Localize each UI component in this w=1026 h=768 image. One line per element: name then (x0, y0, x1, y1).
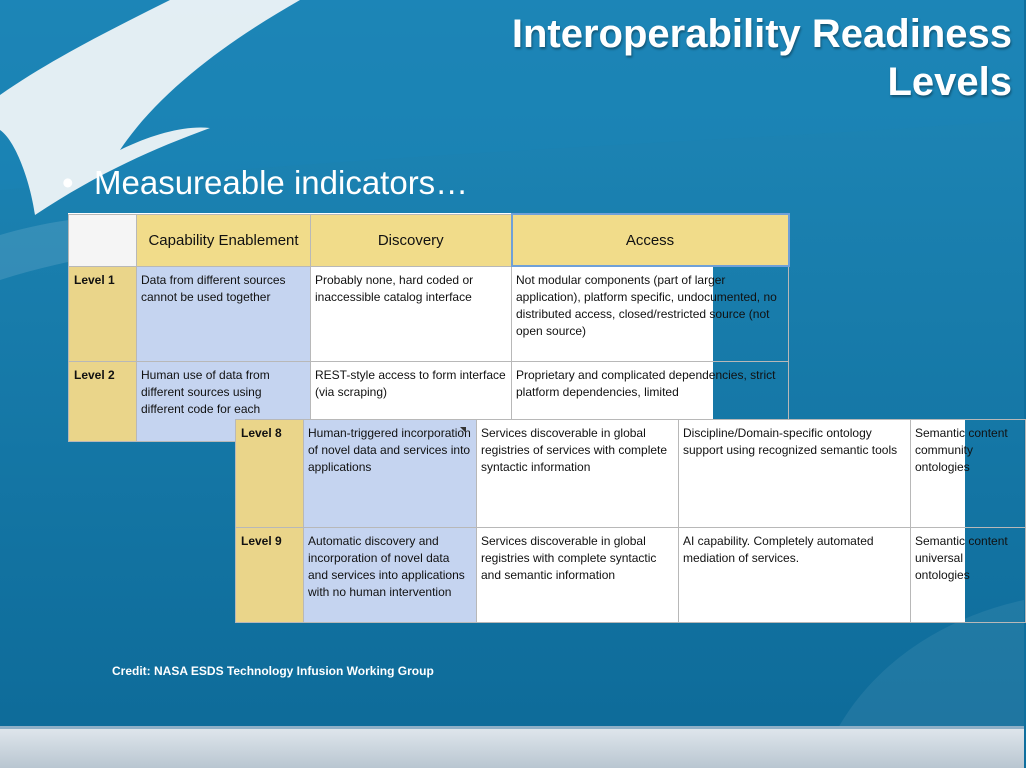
header-capability: Capability Enablement (137, 214, 311, 266)
discovery-cell: REST-style access to form interface (via scraping) (311, 361, 512, 441)
bullet-dot-icon: • (62, 164, 74, 201)
table-bottom (235, 419, 1026, 623)
capability-cell: Data from different sources cannot be used together (137, 266, 311, 361)
extra-cell: Semantic content community ontologies (911, 420, 1026, 528)
corner-cell (69, 214, 137, 266)
comment-marker-icon (460, 427, 466, 433)
table-top (68, 213, 790, 442)
access-cell: Not modular components (part of larger application), platform specific, undocumented, no distributed access, closed/restricted source (not open source) (512, 266, 789, 361)
title-line-1: Interoperability Readiness (511, 12, 1012, 56)
table-row (236, 528, 1026, 623)
slide-title (312, 10, 1012, 106)
level-label: Level 2 (69, 361, 137, 441)
table-row (69, 266, 789, 361)
capability-cell: Human use of data from different sources using different code for each (137, 361, 311, 441)
bullet-text: Measureable indicators… (94, 164, 469, 201)
header-access: Access (512, 214, 789, 266)
table-row (236, 420, 1026, 528)
credit-text: Credit: NASA ESDS Technology Infusion Working Group (112, 664, 434, 678)
discovery-cell: Probably none, hard coded or inaccessible catalog interface (311, 266, 512, 361)
extra-cell: Semantic content universal ontologies (911, 528, 1026, 623)
level-label: Level 9 (236, 528, 304, 623)
bullet-item (62, 163, 468, 203)
capability-cell: Human-triggered incorporation of novel data and services into applications (304, 420, 477, 528)
semantics-cell: AI capability. Completely automated mediation of services. (679, 528, 911, 623)
discovery-cell: Services discoverable in global registries with complete syntactic and semantic information (477, 528, 679, 623)
access-cell: Proprietary and complicated dependencies, strict platform dependencies, limited (512, 361, 789, 441)
readiness-table-top (68, 213, 777, 419)
level-label: Level 1 (69, 266, 137, 361)
title-line-2: Levels (887, 60, 1012, 104)
semantics-cell: Discipline/Domain-specific ontology support using recognized semantic tools (679, 420, 911, 528)
header-discovery: Discovery (311, 214, 512, 266)
readiness-table-bottom (235, 419, 1008, 622)
capability-cell: Automatic discovery and incorporation of novel data and services into applications with no human intervention (304, 528, 477, 623)
level-label: Level 8 (236, 420, 304, 528)
discovery-cell: Services discoverable in global registries of services with complete syntactic information (477, 420, 679, 528)
